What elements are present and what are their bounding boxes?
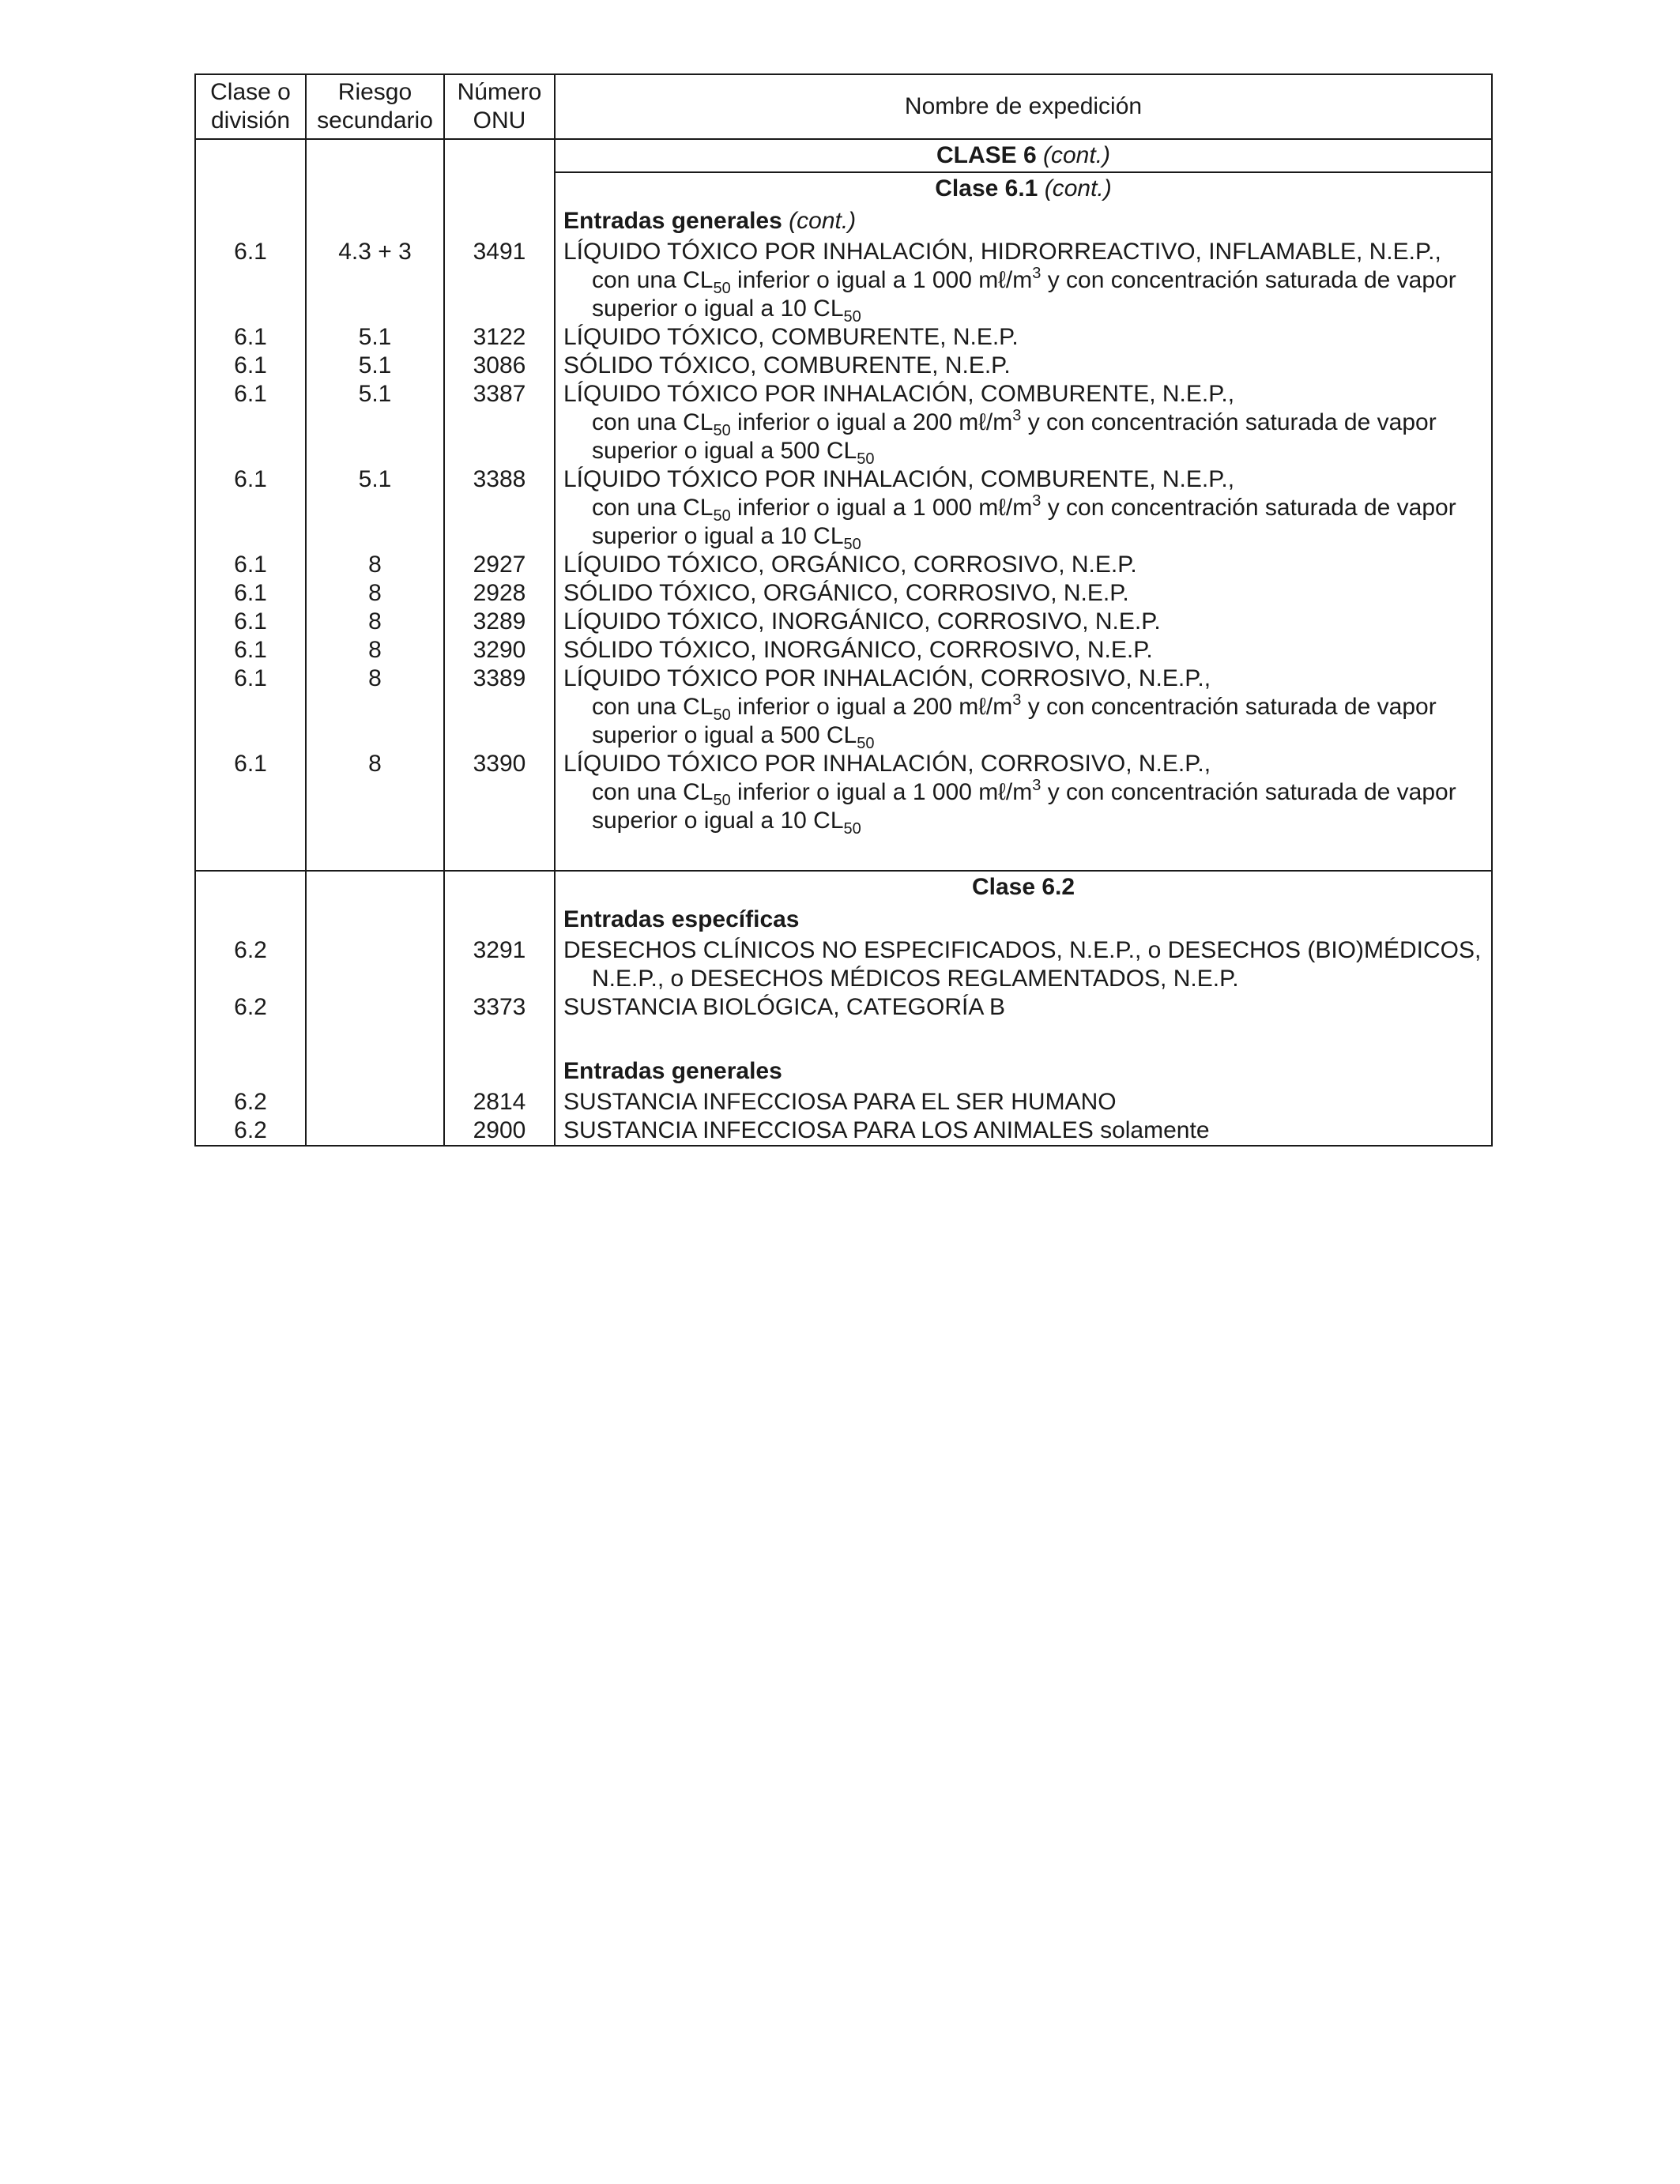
table-row <box>195 323 1492 352</box>
table-row <box>195 608 1492 636</box>
cell-secondary-risk <box>306 936 444 993</box>
concentration-line <box>563 691 1485 724</box>
table-row <box>195 636 1492 665</box>
cell-un-number: 2928 <box>444 579 555 608</box>
dangerous-goods-table <box>194 73 1493 1147</box>
table-row <box>195 551 1492 579</box>
text-fragment: 3 <box>1032 777 1042 794</box>
group-header-row <box>195 903 1492 936</box>
cell-secondary-risk: 5.1 <box>306 465 444 551</box>
table-row <box>195 1088 1492 1116</box>
text-fragment: y con concentración saturada de vapor <box>1041 495 1456 521</box>
cell-shipping-name <box>555 238 1492 326</box>
cell-class: 6.1 <box>195 465 306 551</box>
class-6-2-banner <box>556 872 1491 903</box>
cell-un-number: 2927 <box>444 551 555 579</box>
cell-secondary-risk: 8 <box>306 750 444 835</box>
text-fragment: y con concentración saturada de vapor <box>1041 267 1456 293</box>
cell-secondary-risk: 8 <box>306 636 444 665</box>
text-fragment: superior o igual a 10 CL <box>592 523 844 549</box>
cell-secondary-risk: 8 <box>306 579 444 608</box>
cell-class: 6.2 <box>195 1116 306 1146</box>
shipping-name-line: LÍQUIDO TÓXICO POR INHALACIÓN, HIDRORREACTIVO, INFLAMABLE, N.E.P., <box>563 239 1441 265</box>
text-fragment: con una CL <box>592 495 714 521</box>
cell-un-number: 3291 <box>444 936 555 993</box>
group-label-note: (cont.) <box>789 208 857 234</box>
table-row <box>195 352 1492 380</box>
text-fragment: inferior o igual a 1 000 mℓ/m <box>730 495 1033 521</box>
cell-class: 6.1 <box>195 750 306 835</box>
cell-secondary-risk: 8 <box>306 665 444 750</box>
text-fragment: con una CL <box>592 409 714 435</box>
text-fragment: 50 <box>713 792 731 809</box>
concentration-line <box>563 266 1485 295</box>
text-fragment: 3 <box>1012 407 1022 424</box>
spacer-row <box>195 1022 1492 1055</box>
header-class-division: Clase o división <box>195 74 306 139</box>
text-fragment: 3 <box>1032 492 1042 510</box>
text-fragment: 50 <box>713 280 731 297</box>
text-fragment: y con concentración saturada de vapor <box>1021 694 1437 720</box>
text-fragment: 3 <box>1032 265 1042 282</box>
text-fragment: superior o igual a 10 CL <box>592 808 844 834</box>
shipping-name-line: LÍQUIDO TÓXICO POR INHALACIÓN, COMBURENTE, N.E.P., <box>563 466 1235 492</box>
cell-class: 6.1 <box>195 352 306 380</box>
cell-secondary-risk <box>306 1088 444 1116</box>
cell-secondary-risk: 5.1 <box>306 323 444 352</box>
spacer-row <box>195 835 1492 871</box>
group-label-general-61 <box>563 205 1485 238</box>
table-row <box>195 238 1492 323</box>
cell-secondary-risk: 5.1 <box>306 380 444 465</box>
text-fragment: 50 <box>843 536 861 553</box>
class-6-1-cont-note: (cont.) <box>1044 175 1112 201</box>
class-6-2-banner-row <box>195 871 1492 903</box>
text-fragment: con una CL <box>592 267 714 293</box>
cell-secondary-risk <box>306 993 444 1022</box>
cell-shipping-name <box>555 1088 1492 1116</box>
shipping-name-line: SÓLIDO TÓXICO, INORGÁNICO, CORROSIVO, N.E.P. <box>563 637 1153 663</box>
threshold-line <box>563 721 1485 750</box>
table-row <box>195 380 1492 465</box>
text-fragment: 50 <box>843 308 861 326</box>
cell-class: 6.2 <box>195 1088 306 1116</box>
group-label-text: Entradas generales <box>563 1058 782 1084</box>
cell-shipping-name <box>555 323 1492 352</box>
text-fragment: 50 <box>857 735 875 752</box>
text-fragment: inferior o igual a 200 mℓ/m <box>730 409 1013 435</box>
threshold-line <box>563 522 1485 551</box>
table-row <box>195 1116 1492 1146</box>
cell-shipping-name <box>555 380 1492 468</box>
cell-shipping-name <box>555 993 1492 1022</box>
cell-class: 6.1 <box>195 323 306 352</box>
group-label-text: Entradas generales <box>563 208 782 234</box>
cell-shipping-name <box>555 936 1492 993</box>
table-row <box>195 750 1492 835</box>
cell-secondary-risk: 4.3 + 3 <box>306 238 444 323</box>
cell-class: 6.1 <box>195 380 306 465</box>
cell-un-number: 2814 <box>444 1088 555 1116</box>
cell-class: 6.1 <box>195 665 306 750</box>
cell-class: 6.1 <box>195 608 306 636</box>
text-fragment: 50 <box>843 820 861 838</box>
group-header-row <box>195 205 1492 238</box>
shipping-name-line: SUSTANCIA BIOLÓGICA, CATEGORÍA B <box>563 994 1006 1020</box>
shipping-name-line: N.E.P., o DESECHOS MÉDICOS REGLAMENTADOS, N.E.P. <box>592 966 1239 992</box>
text-fragment: 50 <box>857 450 875 468</box>
cell-shipping-name <box>555 1116 1492 1146</box>
group-label-specific <box>563 903 1485 936</box>
cell-shipping-name <box>555 636 1492 665</box>
text-fragment: 50 <box>713 706 731 724</box>
class-6-2-title: Clase 6.2 <box>971 874 1075 900</box>
shipping-name-line: LÍQUIDO TÓXICO, ORGÁNICO, CORROSIVO, N.E.P. <box>563 552 1137 578</box>
shipping-name-line: SÓLIDO TÓXICO, ORGÁNICO, CORROSIVO, N.E.P. <box>563 580 1129 606</box>
header-shipping-name: Nombre de expedición <box>555 74 1492 139</box>
section-class-6-1 <box>195 139 1492 871</box>
concentration-line <box>563 409 1485 437</box>
table-row <box>195 993 1492 1022</box>
cell-un-number: 3373 <box>444 993 555 1022</box>
text-fragment: superior o igual a 10 CL <box>592 296 844 322</box>
text-fragment: y con concentración saturada de vapor <box>1021 409 1437 435</box>
threshold-line <box>563 807 1485 838</box>
shipping-name-line: LÍQUIDO TÓXICO POR INHALACIÓN, COMBURENTE, N.E.P., <box>563 381 1235 407</box>
concentration-line <box>563 492 1485 525</box>
cell-class: 6.2 <box>195 936 306 993</box>
cell-shipping-name <box>555 352 1492 380</box>
cell-un-number: 3290 <box>444 636 555 665</box>
cell-un-number: 3387 <box>444 380 555 465</box>
cell-un-number: 3388 <box>444 465 555 551</box>
cell-shipping-name <box>555 665 1492 750</box>
cell-un-number: 3389 <box>444 665 555 750</box>
class-6-banner <box>556 140 1491 173</box>
shipping-name-line: LÍQUIDO TÓXICO POR INHALACIÓN, CORROSIVO, N.E.P., <box>563 665 1211 691</box>
cell-secondary-risk: 5.1 <box>306 352 444 380</box>
group-label-general-62 <box>563 1055 1485 1088</box>
text-fragment: superior o igual a 500 CL <box>592 722 857 748</box>
cell-secondary-risk: 8 <box>306 608 444 636</box>
class-6-title: CLASE 6 <box>936 142 1037 168</box>
text-fragment: inferior o igual a 1 000 mℓ/m <box>730 267 1033 293</box>
table-row <box>195 579 1492 608</box>
cell-secondary-risk <box>306 1116 444 1146</box>
threshold-line <box>563 295 1485 326</box>
shipping-name-line: SUSTANCIA INFECCIOSA PARA LOS ANIMALES solamente <box>563 1117 1210 1143</box>
class-6-1-banner <box>556 173 1491 205</box>
cell-un-number: 3122 <box>444 323 555 352</box>
text-fragment: 3 <box>1012 691 1022 709</box>
cell-un-number: 2900 <box>444 1116 555 1146</box>
group-label-text: Entradas específicas <box>563 906 800 932</box>
cell-shipping-name <box>555 551 1492 579</box>
cell-un-number: 3086 <box>444 352 555 380</box>
shipping-name-line: SÓLIDO TÓXICO, COMBURENTE, N.E.P. <box>563 352 1011 378</box>
shipping-name-line: LÍQUIDO TÓXICO, INORGÁNICO, CORROSIVO, N.E.P. <box>563 608 1161 634</box>
cell-shipping-name <box>555 465 1492 551</box>
table-row <box>195 465 1492 551</box>
table-row <box>195 936 1492 993</box>
cell-class: 6.1 <box>195 238 306 323</box>
shipping-name-line: SUSTANCIA INFECCIOSA PARA EL SER HUMANO <box>563 1089 1117 1115</box>
group-header-row <box>195 1055 1492 1088</box>
cell-class: 6.1 <box>195 551 306 579</box>
cell-un-number: 3390 <box>444 750 555 835</box>
cell-shipping-name <box>555 579 1492 608</box>
cell-shipping-name <box>555 608 1492 636</box>
concentration-line <box>563 778 1485 807</box>
text-fragment: inferior o igual a 200 mℓ/m <box>730 694 1013 720</box>
cell-un-number: 3491 <box>444 238 555 323</box>
table-row <box>195 665 1492 750</box>
text-fragment: inferior o igual a 1 000 mℓ/m <box>730 779 1033 805</box>
cell-secondary-risk: 8 <box>306 551 444 579</box>
class-6-cont-note: (cont.) <box>1043 142 1111 168</box>
shipping-name-line: DESECHOS CLÍNICOS NO ESPECIFICADOS, N.E.P., o DESECHOS (BIO)MÉDICOS, <box>563 937 1482 963</box>
header-un-number: Número ONU <box>444 74 555 139</box>
table-header-row <box>195 74 1492 139</box>
text-fragment: con una CL <box>592 694 714 720</box>
text-fragment: 50 <box>713 422 731 439</box>
class-banner-row <box>195 139 1492 205</box>
threshold-line <box>563 437 1485 468</box>
shipping-name-line: LÍQUIDO TÓXICO, COMBURENTE, N.E.P. <box>563 324 1019 350</box>
cell-class: 6.1 <box>195 579 306 608</box>
section-class-6-2 <box>195 871 1492 1146</box>
text-fragment: con una CL <box>592 779 714 805</box>
cell-class: 6.1 <box>195 636 306 665</box>
text-fragment: 50 <box>713 507 731 525</box>
cell-class: 6.2 <box>195 993 306 1022</box>
class-6-1-title: Clase 6.1 <box>935 175 1038 201</box>
cell-shipping-name <box>555 750 1492 838</box>
text-fragment: superior o igual a 500 CL <box>592 438 857 464</box>
shipping-name-line: LÍQUIDO TÓXICO POR INHALACIÓN, CORROSIVO, N.E.P., <box>563 751 1211 777</box>
cell-un-number: 3289 <box>444 608 555 636</box>
text-fragment: y con concentración saturada de vapor <box>1041 779 1456 805</box>
header-secondary-risk: Riesgo secundario <box>306 74 444 139</box>
